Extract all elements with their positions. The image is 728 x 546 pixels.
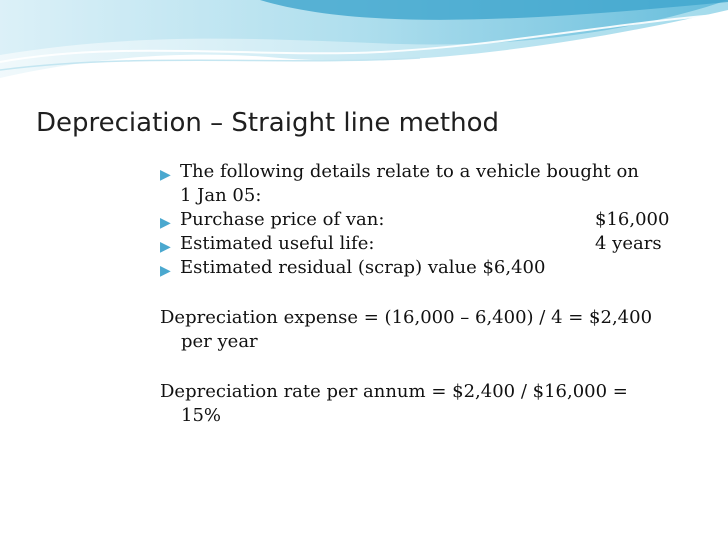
slide-title: Depreciation – Straight line method (36, 108, 499, 138)
bullet-text-continuation: 1 Jan 05: (180, 185, 262, 206)
bullet-label: Estimated useful life: (180, 233, 375, 254)
expense-paragraph (160, 306, 720, 354)
bullet-text: The following details relate to a vehicle bought on (180, 161, 639, 182)
rate-line-continuation: 15% (181, 405, 222, 426)
bullet-label: Purchase price of van: (180, 209, 385, 230)
rate-paragraph (160, 380, 720, 428)
triangle-bullet-icon: ▶ (160, 239, 171, 255)
expense-line: Depreciation expense = (16,000 – 6,400) / 4 = $2,400 (160, 307, 653, 328)
expense-line-continuation: per year (181, 331, 258, 352)
bullet-item (160, 232, 720, 256)
wave-header-decoration (0, 0, 728, 90)
triangle-bullet-icon: ▶ (160, 167, 171, 183)
triangle-bullet-icon: ▶ (160, 263, 171, 279)
bullet-value: $16,000 (595, 209, 670, 230)
rate-line: Depreciation rate per annum = $2,400 / $16,000 = (160, 381, 628, 402)
triangle-bullet-icon: ▶ (160, 215, 171, 231)
slide-content (160, 160, 720, 428)
bullet-item (160, 256, 720, 280)
bullet-list (160, 160, 720, 280)
bullet-value: 4 years (595, 233, 662, 254)
bullet-item (160, 208, 720, 232)
bullet-item (160, 160, 720, 208)
bullet-text: Estimated residual (scrap) value $6,400 (180, 257, 546, 278)
